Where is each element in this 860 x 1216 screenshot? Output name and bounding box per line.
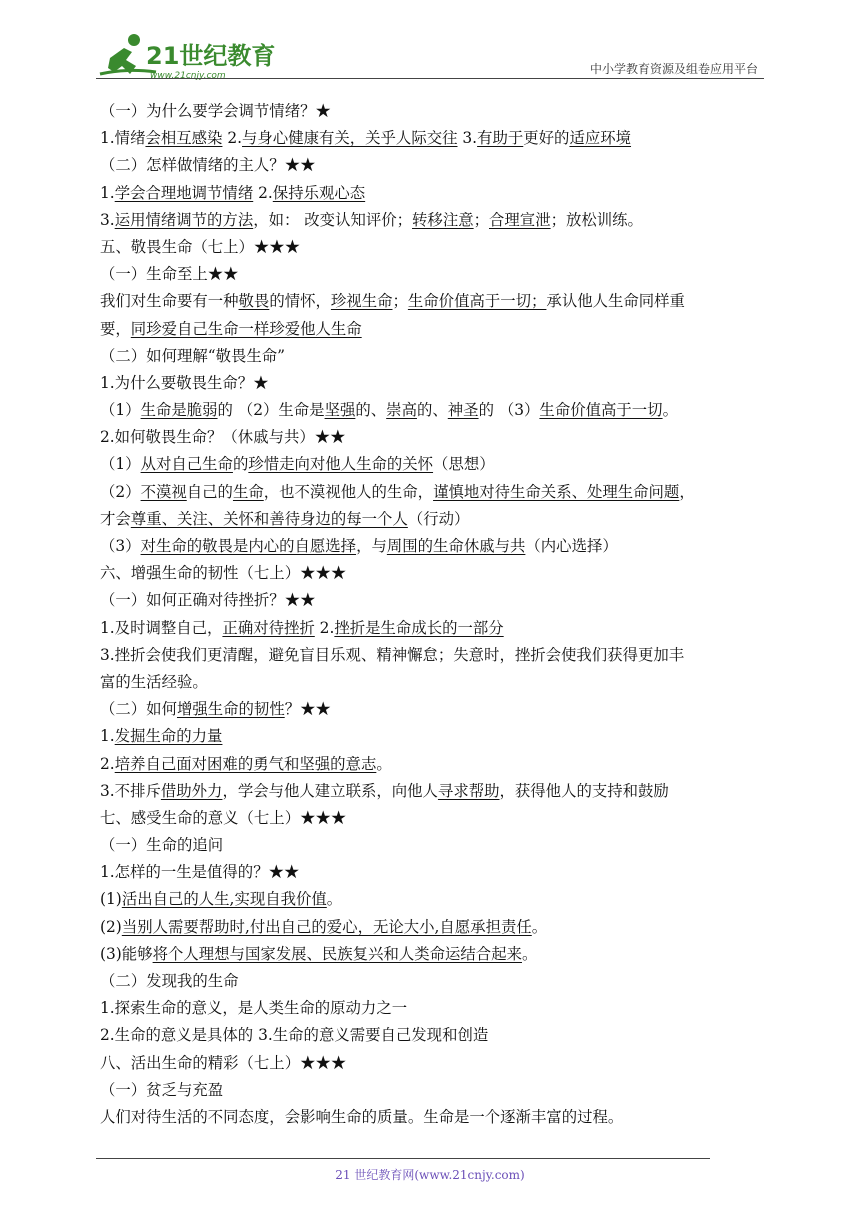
text-line: (2)当别人需要帮助时,付出自己的爱心，无论大小,自愿承担责任。 [100,917,548,936]
text-line: 3.挫折会使我们更清醒，避免盲目乐观、精神懈怠；失意时，挫折会使我们获得更加丰 [100,645,685,664]
text-line: （二）如何理解“敬畏生命” [100,346,286,365]
text-line: (1)活出自己的人生,实现自我价值。 [100,890,343,909]
text-line: 八、活出生命的精彩（七上）★★★ [100,1053,347,1072]
text-line: 要，同珍爱自己生命一样珍爱他人生命 [100,319,362,338]
footer-text: 21 世纪教育网(www.21cnjy.com) [335,1168,525,1182]
text-line: 1.为什么要敬畏生命？★ [100,373,269,392]
text-line: (3)能够将个人理想与国家发展、民族复兴和人类命运结合起来。 [100,944,538,963]
text-line: （2）不漠视自己的生命，也不漠视他人的生命，谨慎地对待生命关系、处理生命问题， [100,482,695,501]
text-line: 1.学会合理地调节情绪 2.保持乐观心态 [100,183,366,202]
text-line: （一）生命至上★★ [100,265,239,284]
text-line: 1.发掘生命的力量 [100,727,223,746]
text-line: 人们对待生活的不同态度，会影响生命的质量。生命是一个逐渐丰富的过程。 [100,1107,624,1126]
text-line: 1.情绪会相互感染 2.与身心健康有关，关乎人际交往 3.有助于更好的适应环境 [100,129,632,148]
text-line: 2.培养自己面对困难的勇气和坚强的意志。 [100,754,392,773]
text-line: （3）对生命的敬畏是内心的自愿选择，与周围的生命休戚与共（内心选择） [100,537,618,555]
text-line: 1.及时调整自己，正确对待挫折 2.挫折是生命成长的一部分 [100,618,504,637]
text-line: （一）贫乏与充盈 [100,1080,224,1099]
text-line: （二）发现我的生命 [100,972,239,990]
text-line: 2.生命的意义是具体的 3.生命的意义需要自己发现和创造 [100,1026,489,1045]
platform-name: 中小学教育资源及组卷应用平台 [589,62,758,76]
text-line: 才会尊重、关注、关怀和善待身边的每一个人（行动） [100,509,470,528]
text-line: （二）如何增强生命的韧性？★★ [100,700,331,719]
text-line: 七、感受生命的意义（七上）★★★ [100,808,347,827]
footer-divider [96,1158,710,1159]
text-line: （1）生命是脆弱的 （2）生命是坚强的、崇高的、神圣的 （3）生命价值高于一切。 [100,401,678,420]
logo [96,28,296,84]
text-line: （一）生命的追问 [100,836,224,855]
header-divider [96,78,764,79]
text-line: （一）为什么要学会调节情绪？★ [100,102,331,120]
text-line: （1）从对自己生命的珍惜走向对他人生命的关怀（思想） [100,455,495,474]
text-line: 1.探索生命的意义，是人类生命的原动力之一 [100,999,408,1018]
text-line: 1.怎样的一生是值得的？★★ [100,863,300,882]
text-line: 六、增强生命的韧性（七上）★★★ [100,564,347,583]
text-line: 3.不排斥借助外力，学会与他人建立联系，向他人寻求帮助，获得他人的支持和鼓励 [100,781,669,800]
text-line: 富的生活经验。 [100,672,208,691]
page-header [0,0,860,90]
text-line: （一）如何正确对待挫折？★★ [100,591,316,610]
document-body [100,98,768,1131]
text-line: （二）怎样做情绪的主人？★★ [100,156,316,175]
text-line: 3.运用情绪调节的方法，如： 改变认知评价；转移注意；合理宣泄；放松训练。 [100,210,643,229]
text-line: 五、敬畏生命（七上）★★★ [100,237,301,256]
text-line: 我们对生命要有一种敬畏的情怀，珍视生命；生命价值高于一切；承认他人生命同样重 [100,292,685,311]
logo-text: 21世纪教育 [146,42,276,70]
text-line: 2.如何敬畏生命？（休戚与共）★★ [100,428,346,447]
logo-url: www.21cnjy.com [150,71,226,81]
